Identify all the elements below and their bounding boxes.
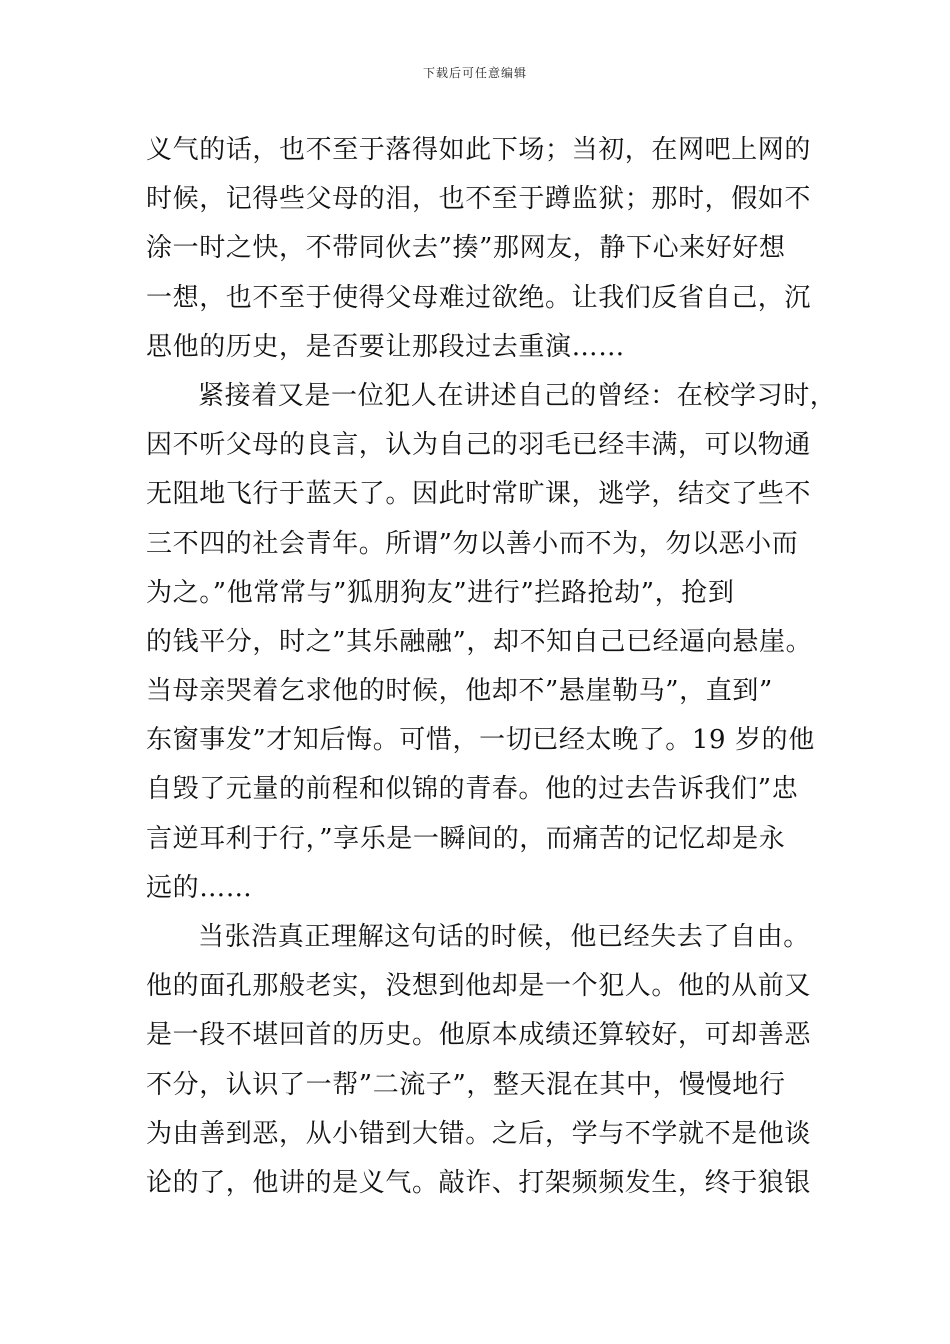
- text-line: 无阻地飞行于蓝天了。因此时常旷课，逃学，结交了些不: [146, 479, 812, 510]
- text-line: 紧接着又是一位犯人在讲述自己的曾经：在校学习时，: [198, 380, 837, 411]
- text-line: 因不听父母的良言，认为自己的羽毛已经丰满，可以物通: [146, 430, 812, 461]
- text-line: 自毁了元量的前程和似锦的青春。他的过去告诉我们”忠: [146, 774, 799, 805]
- text-line: 一想，也不至于使得父母难过欲绝。让我们反省自己，沉: [146, 282, 812, 313]
- text-line: 论的了，他讲的是义气。敲诈、打架频频发生，终于狼银: [146, 1167, 812, 1198]
- text-line: 是一段不堪回首的历史。他原本成绩还算较好，可却善恶: [146, 1020, 812, 1051]
- text-line: 远的……: [146, 872, 253, 903]
- text-line: 言逆耳利于行，”享乐是一瞬间的，而痛苦的记忆却是永: [146, 823, 786, 854]
- document-body: [146, 126, 836, 1208]
- page-header: 下载后可任意编辑: [422, 66, 527, 80]
- text-line: 三不四的社会青年。所谓”勿以善小而不为，勿以恶小而: [146, 528, 799, 559]
- text-line: 他的面孔那般老实，没想到他却是一个犯人。他的从前又: [146, 971, 812, 1002]
- text-line: 不分，认识了一帮”二流子”，整天混在其中，慢慢地行: [146, 1069, 786, 1100]
- text-line: 涂一时之快，不带同伙去”揍”那网友，静下心来好好想: [146, 233, 786, 264]
- text-line: 当母亲哭着乞求他的时候，他却不”悬崖勒马”，直到”: [146, 676, 773, 707]
- text-line: 时候，记得些父母的泪，也不至于蹲监狱；那时，假如不: [146, 184, 812, 215]
- text-line: 义气的话，也不至于落得如此下场；当初，在网吧上网的: [146, 135, 812, 165]
- paragraph-3: [146, 913, 836, 1208]
- text-line: 当张浩真正理解这句话的时候，他已经失去了自由。: [198, 922, 810, 952]
- text-line: 为之。”他常常与”狐朋狗友”进行”拦路抢劫”，抢到: [146, 577, 735, 608]
- text-line: 为由善到恶，从小错到大错。之后，学与不学就不是他谈: [146, 1118, 812, 1149]
- text-line: 的钱平分，时之”其乐融融”，却不知自己已经逼向悬崖。: [146, 626, 813, 657]
- paragraph-1: [146, 126, 836, 372]
- paragraph-2: [146, 372, 836, 913]
- text-line: 东窗事发”才知后悔。可惜，一切已经太晚了。19 岁的他: [146, 725, 815, 756]
- text-line: 思他的历史，是否要让那段过去重演……: [146, 331, 625, 362]
